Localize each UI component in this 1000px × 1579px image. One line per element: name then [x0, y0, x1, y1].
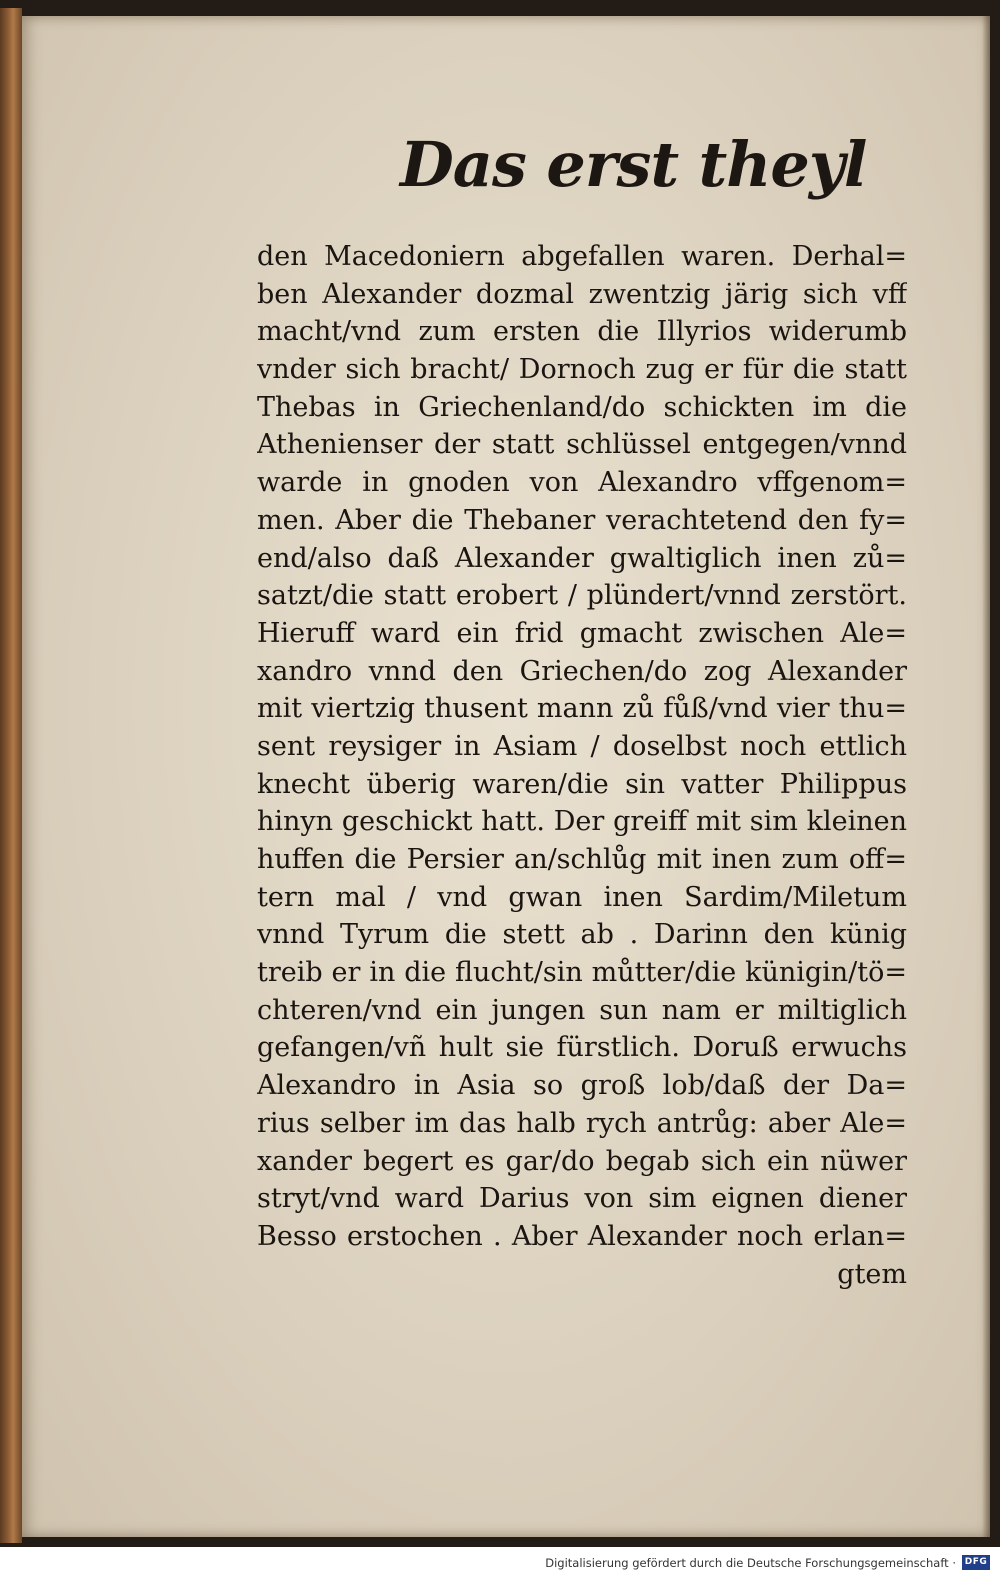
text-line: treib er in die flucht/sin můtter/die künigin/tö= — [257, 957, 907, 989]
dfg-logo: DFG — [962, 1555, 990, 1570]
text-line: men. Aber die Thebaner verachtetend den fy= — [257, 504, 907, 536]
text-line: ben Alexander dozmal zwentzig järig sich vff — [257, 278, 907, 310]
text-block — [257, 238, 907, 1293]
text-line: vnder sich bracht/ Dornoch zug er für die statt — [257, 354, 907, 386]
text-line: tern mal / vnd gwan inen Sardim/Miletum — [257, 881, 907, 913]
text-line: den Macedoniern abgefallen waren. Derhal= — [257, 241, 907, 272]
page-edge-shadow — [982, 16, 990, 1537]
text-line: Thebas in Griechenland/do schickten im die — [257, 391, 907, 423]
text-line: mit viertzig thusent mann zů fůß/vnd vier thu= — [257, 693, 907, 725]
text-line: rius selber im das halb rych antrůg: aber Ale= — [257, 1107, 907, 1139]
text-line: Hieruff ward ein frid gmacht zwischen Ale= — [257, 617, 907, 649]
text-line: vnnd Tyrum die stett ab . Darinn den künig — [257, 919, 907, 951]
text-line: end/also daß Alexander gwaltiglich inen zů= — [257, 542, 907, 574]
text-line: xander begert es gar/do begab sich ein nüwer — [257, 1145, 907, 1177]
text-line: knecht überig waren/die sin vatter Philippus — [257, 768, 907, 800]
text-line: chteren/vnd ein jungen sun nam er miltiglich — [257, 994, 907, 1026]
text-line: sent reysiger in Asiam / doselbst noch ettlich — [257, 730, 907, 762]
text-line: hinyn geschickt hatt. Der greiff mit sim kleinen — [257, 806, 907, 838]
text-line: warde in gnoden von Alexandro vffgenom= — [257, 467, 907, 499]
digitization-footer — [0, 1547, 1000, 1579]
text-line: gefangen/vñ hult sie fürstlich. Doruß erwuchs — [257, 1032, 907, 1064]
text-line: huffen die Persier an/schlůg mit inen zum off= — [257, 844, 907, 875]
text-line: gtem — [837, 1258, 907, 1290]
text-line: Alexandro in Asia so groß lob/daß der Da= — [257, 1070, 907, 1102]
book-edge — [0, 8, 22, 1543]
text-line: Besso erstochen . Aber Alexander noch erlan= — [257, 1220, 907, 1252]
text-line: satzt/die statt erobert / plündert/vnnd zerstört. — [257, 580, 907, 612]
text-line: xandro vnnd den Griechen/do zog Alexander — [257, 655, 907, 687]
text-line: macht/vnd zum ersten die Illyrios widerumb — [257, 316, 907, 348]
text-line: Athenienser der statt schlüssel entgegen/vnnd — [257, 429, 907, 461]
text-line: stryt/vnd ward Darius von sim eignen diener — [257, 1183, 907, 1215]
funding-credit: Digitalisierung gefördert durch die Deutsche Forschungsgemeinschaft · — [545, 1556, 956, 1570]
running-head: Das erst theyl — [400, 128, 867, 201]
